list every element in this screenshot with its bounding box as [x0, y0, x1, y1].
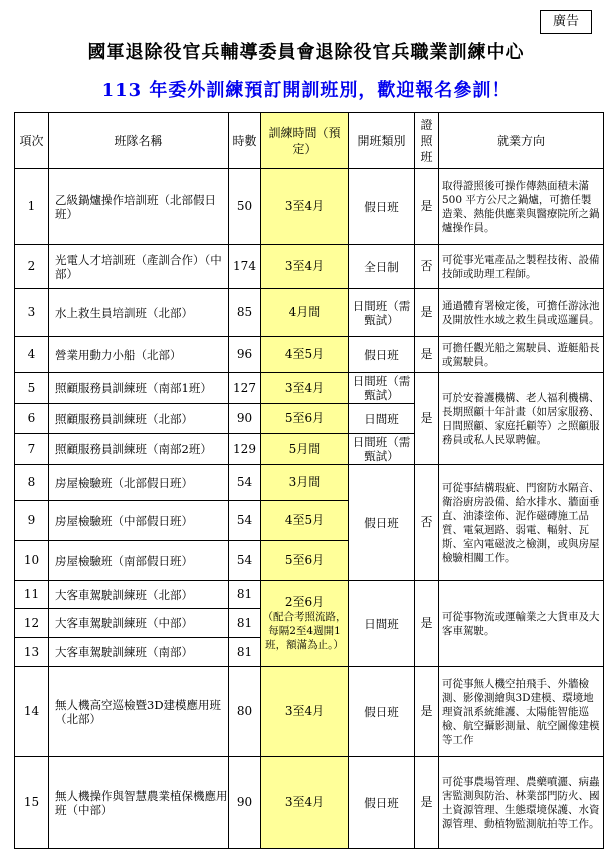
row-direction: 取得證照後可操作傳熱面積未滿500 平方公尺之鍋爐，可擔任製造業、熱能供應業與醫療院所之鍋爐操作員。 [439, 169, 604, 245]
row-name: 照顧服務員訓練班（南部2班） [49, 434, 229, 465]
row-cert: 否 [415, 245, 439, 289]
row-name: 無人機操作與智慧農業植保機應用班（中部） [49, 757, 229, 849]
row-no: 1 [15, 169, 49, 245]
row-name: 房屋檢驗班（南部假日班） [49, 541, 229, 581]
row-direction: 通過體育署檢定後，可擔任游泳池及開放性水域之救生員或巡邏員。 [439, 289, 604, 337]
group-direction: 可從事物流或運輸業之大貨車及大客車駕駛。 [439, 581, 604, 667]
row-no: 15 [15, 757, 49, 849]
header-class-type: 開班類別 [349, 113, 415, 169]
header-row [15, 113, 604, 169]
header-name: 班隊名稱 [49, 113, 229, 169]
row-no: 2 [15, 245, 49, 289]
row-schedule: 5至6月 [261, 541, 349, 581]
table-row [15, 667, 604, 757]
page-title: 國軍退除役官兵輔導委員會退除役官兵職業訓練中心 [87, 42, 525, 63]
row-hours: 90 [229, 757, 261, 849]
row-hours: 127 [229, 373, 261, 404]
row-no: 9 [15, 501, 49, 541]
row-cert: 是 [415, 169, 439, 245]
row-no: 6 [15, 404, 49, 434]
row-schedule: 3至4月 [261, 245, 349, 289]
row-hours: 129 [229, 434, 261, 465]
row-name: 房屋檢驗班（北部假日班） [49, 465, 229, 501]
row-cert: 是 [415, 289, 439, 337]
row-no: 13 [15, 638, 49, 667]
row-no: 8 [15, 465, 49, 501]
row-name: 照顧服務員訓練班（南部1班） [49, 373, 229, 404]
row-class-type: 假日班 [349, 757, 415, 849]
table-row [15, 373, 604, 404]
row-direction: 可從事無人機空拍飛手、外牆檢測、影像測繪與3D建模、環境地理資訊系統維護、太陽能智能巡檢、航空攝影測量、航空圖像建模等工作 [439, 667, 604, 757]
row-name: 光電人才培訓班（產訓合作）（中部） [49, 245, 229, 289]
row-class-type: 日間班（需甄試） [349, 373, 415, 404]
row-class-type: 假日班 [349, 337, 415, 373]
row-hours: 81 [229, 581, 261, 609]
header-hours: 時數 [229, 113, 261, 169]
table-row [15, 465, 604, 501]
table-row [15, 581, 604, 609]
row-name: 照顧服務員訓練班（北部） [49, 404, 229, 434]
group-schedule-main: 2至6月 [284, 595, 325, 609]
row-cert: 是 [415, 667, 439, 757]
group-direction: 可於安養護機構、老人福利機構、長期照顧十年計畫（如居家服務、日間照顧、家庭托顧等）之照顧服務員或私人民眾聘僱。 [439, 373, 604, 465]
row-no: 12 [15, 609, 49, 638]
row-class-type: 日間班（需甄試） [349, 289, 415, 337]
table-row [15, 337, 604, 373]
group-schedule [261, 581, 349, 667]
header-no: 項次 [15, 113, 49, 169]
row-hours: 96 [229, 337, 261, 373]
row-name: 房屋檢驗班（中部假日班） [49, 501, 229, 541]
row-direction: 可從事光電產品之製程技術、設備技師或助理工程師。 [439, 245, 604, 289]
row-no: 4 [15, 337, 49, 373]
row-schedule: 3月間 [261, 465, 349, 501]
group-class-type: 日間班 [349, 581, 415, 667]
header-cert: 證照班 [415, 113, 439, 169]
row-no: 10 [15, 541, 49, 581]
table-row [15, 757, 604, 849]
row-schedule: 5至6月 [261, 404, 349, 434]
group-direction: 可從事結構瑕疵、門窗防水隔音、衛浴廚房設備、給水排水、牆面垂直、油漆塗佈、泥作磁磚施工品質、電氣迴路、弱電、輻射、瓦斯、室內電磁波之檢測，或與房屋檢驗相關工作。 [439, 465, 604, 581]
row-class-type: 全日制 [349, 245, 415, 289]
row-hours: 90 [229, 404, 261, 434]
row-hours: 80 [229, 667, 261, 757]
row-schedule: 4月間 [261, 289, 349, 337]
row-hours: 85 [229, 289, 261, 337]
row-hours: 81 [229, 609, 261, 638]
row-no: 14 [15, 667, 49, 757]
header-direction: 就業方向 [439, 113, 604, 169]
row-hours: 174 [229, 245, 261, 289]
course-table [14, 112, 604, 849]
ad-tag: 廣告 [540, 10, 592, 34]
row-schedule: 3至4月 [261, 373, 349, 404]
row-name: 無人機高空巡檢暨3D建模應用班（北部） [49, 667, 229, 757]
row-schedule: 4至5月 [261, 501, 349, 541]
row-no: 7 [15, 434, 49, 465]
row-class-type: 假日班 [349, 169, 415, 245]
row-hours: 54 [229, 541, 261, 581]
row-name: 大客車駕駛訓練班（北部） [49, 581, 229, 609]
row-name: 大客車駕駛訓練班（南部） [49, 638, 229, 667]
row-no: 11 [15, 581, 49, 609]
group-cert: 否 [415, 465, 439, 581]
page-subtitle: 113 年委外訓練預訂開訓班別，歡迎報名參訓！ [101, 80, 511, 101]
row-schedule: 3至4月 [261, 757, 349, 849]
row-hours: 50 [229, 169, 261, 245]
row-no: 5 [15, 373, 49, 404]
table-row [15, 169, 604, 245]
row-schedule: 3至4月 [261, 169, 349, 245]
row-hours: 54 [229, 465, 261, 501]
row-schedule: 3至4月 [261, 667, 349, 757]
group-schedule-note: （配合考照流路，每隔2至4週開1班，額滿為止。） [262, 611, 347, 651]
row-class-type: 日間班（需甄試） [349, 434, 415, 465]
row-cert: 是 [415, 757, 439, 849]
row-schedule: 4至5月 [261, 337, 349, 373]
row-class-type: 假日班 [349, 667, 415, 757]
row-cert: 是 [415, 337, 439, 373]
row-name: 水上救生員培訓班（北部） [49, 289, 229, 337]
row-no: 3 [15, 289, 49, 337]
group-cert: 是 [415, 581, 439, 667]
group-class-type: 假日班 [349, 465, 415, 581]
row-hours: 81 [229, 638, 261, 667]
header-schedule: 訓練時間（預定） [261, 113, 349, 169]
row-schedule: 5月間 [261, 434, 349, 465]
row-name: 營業用動力小船（北部） [49, 337, 229, 373]
group-cert: 是 [415, 373, 439, 465]
row-class-type: 日間班 [349, 404, 415, 434]
row-direction: 可擔任觀光船之駕駛員、遊艇船長或駕駛員。 [439, 337, 604, 373]
table-row [15, 289, 604, 337]
table-row [15, 245, 604, 289]
row-name: 大客車駕駛訓練班（中部） [49, 609, 229, 638]
row-hours: 54 [229, 501, 261, 541]
row-name: 乙級鍋爐操作培訓班（北部假日班） [49, 169, 229, 245]
row-direction: 可從事農場管理、農藥噴灑、病蟲害監測與防治、林業部門防火、國土資源管理、生態環境保護、水資源管理、動植物監測航拍等工作。 [439, 757, 604, 849]
